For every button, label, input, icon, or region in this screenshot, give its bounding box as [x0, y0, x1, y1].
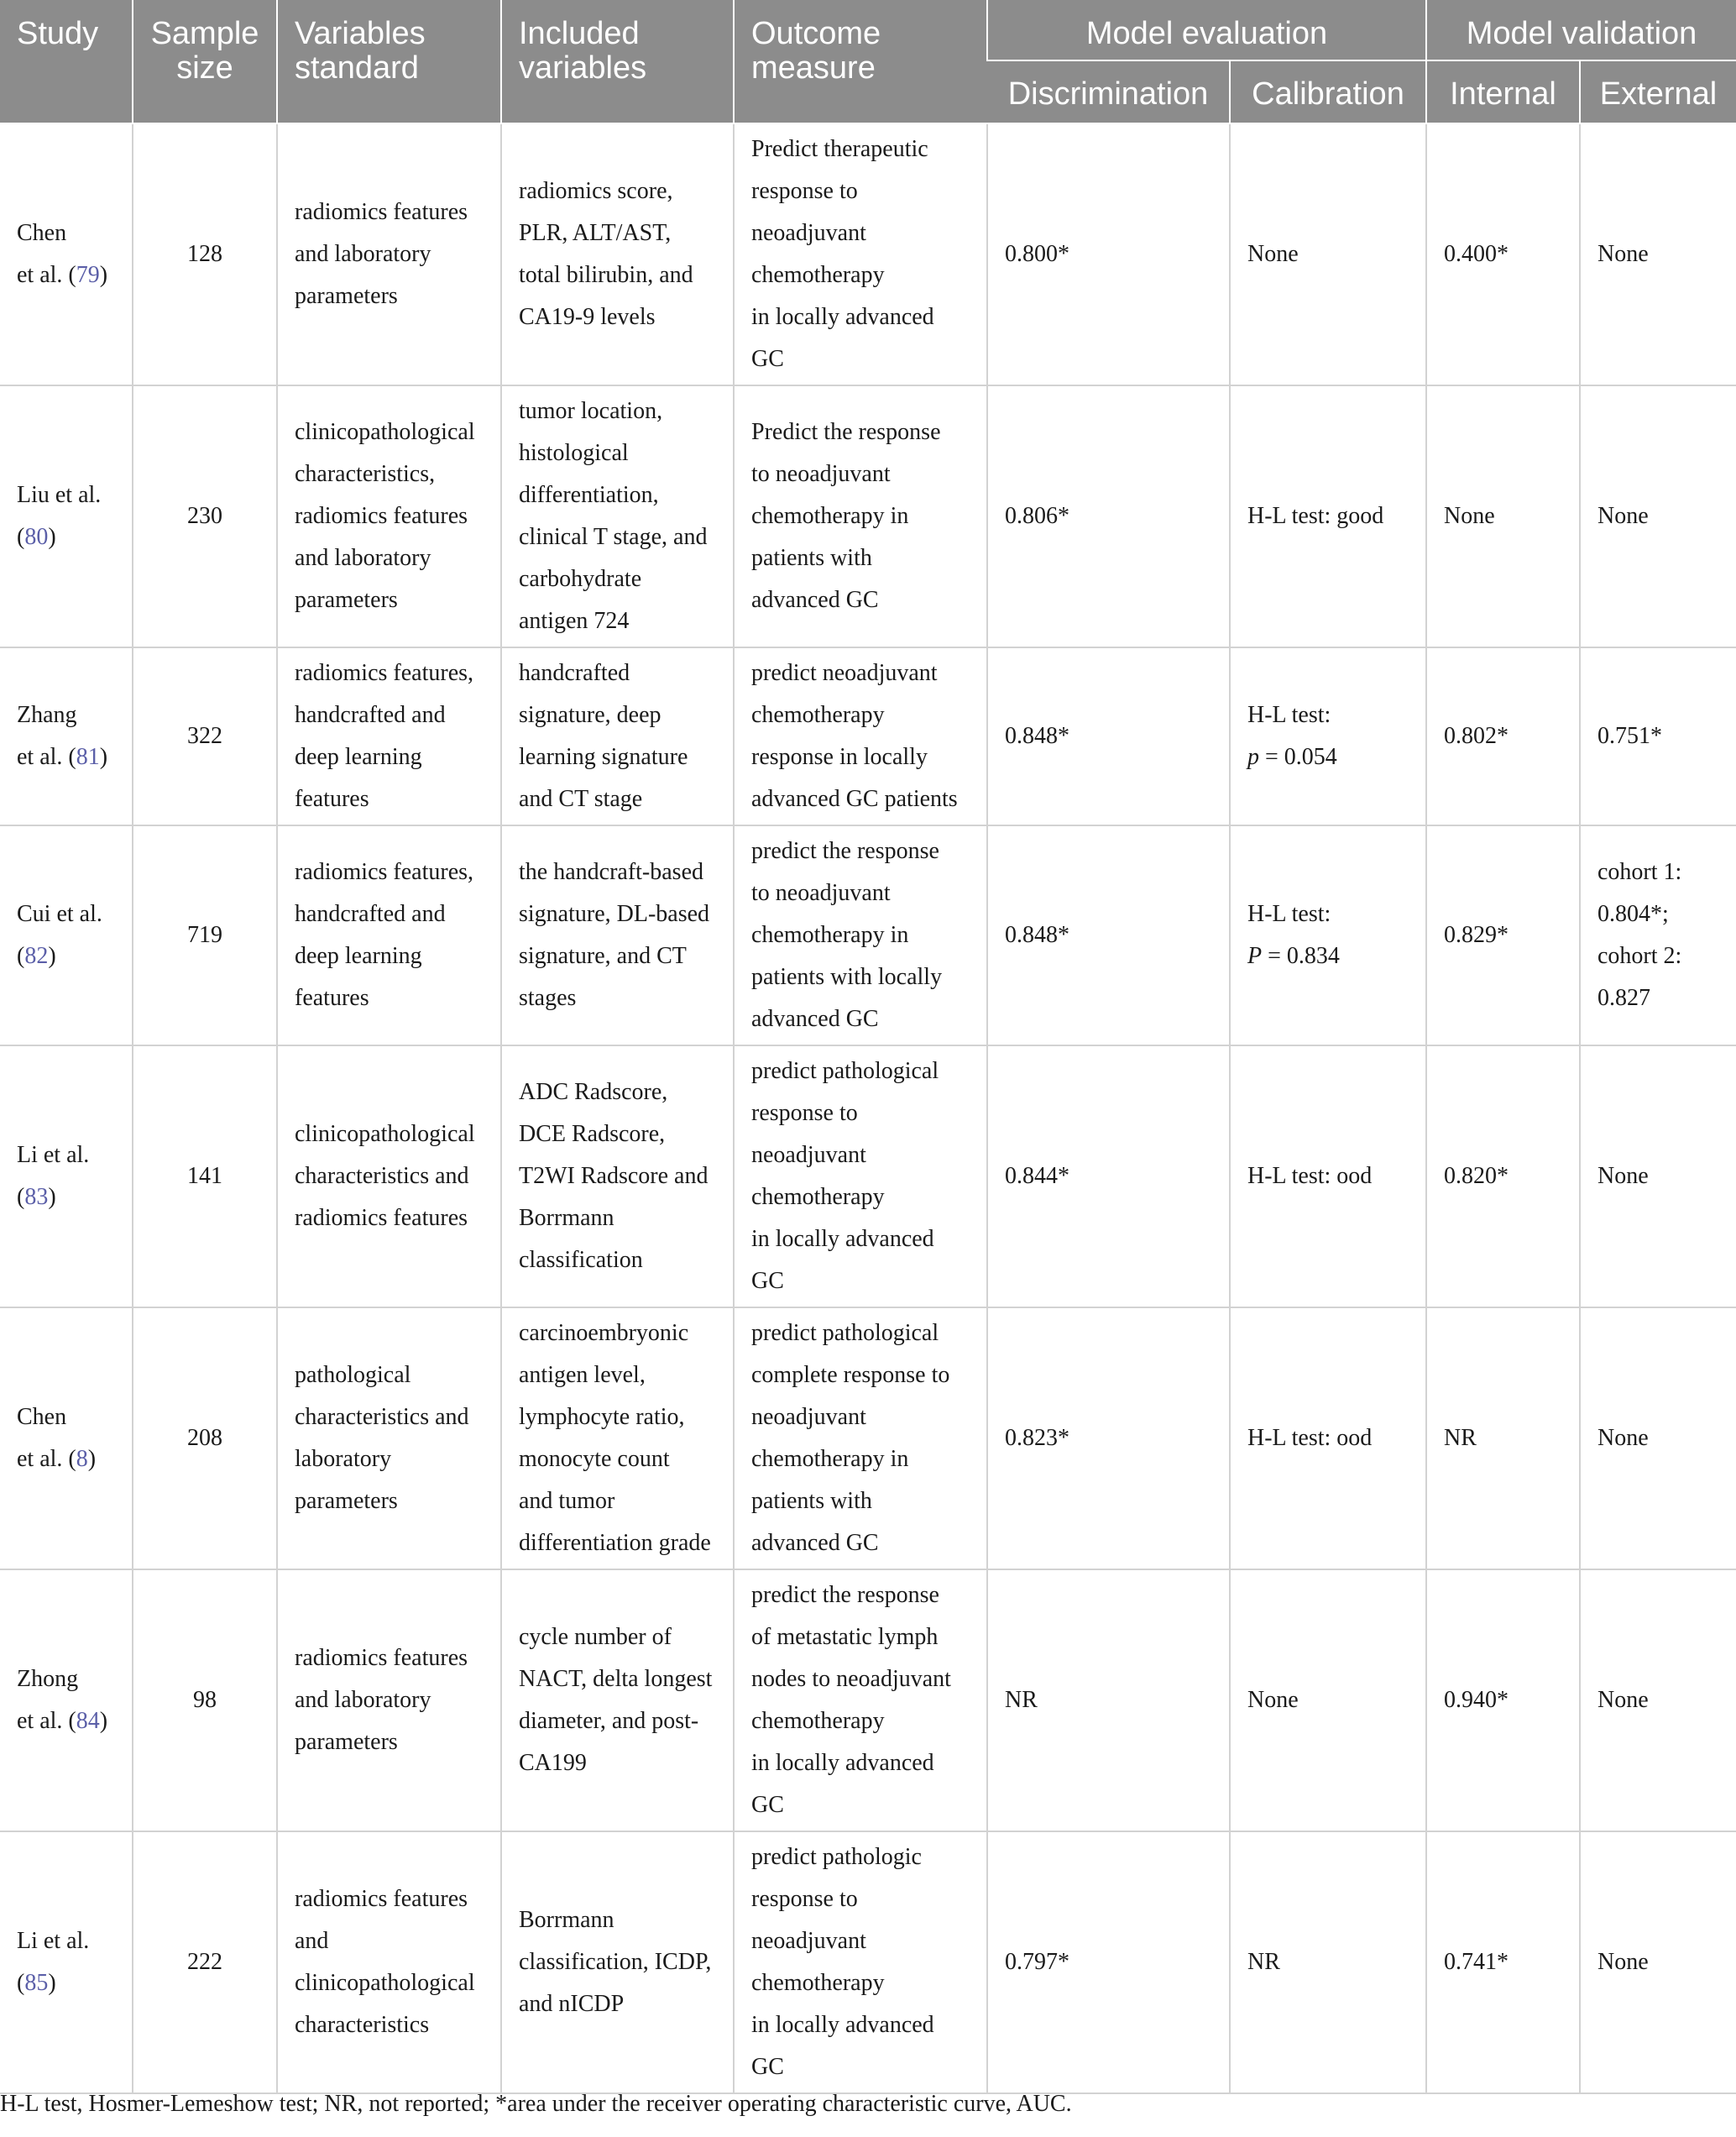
outcome-measure-cell: predict pathological complete response to neoadjuvant chemotherapy in patients with advanced GC: [734, 1307, 987, 1569]
internal-validation-cell: 0.400*: [1426, 123, 1580, 385]
discrimination-cell: NR: [987, 1569, 1230, 1831]
header-discrimination: Discrimination: [987, 60, 1230, 123]
table-footnote: H-L test, Hosmer-Lemeshow test; NR, not reported; *area under the receiver operating characteristic curve, AUC.: [0, 2091, 1072, 2117]
table-row: [0, 1569, 1736, 1831]
calibration-cell: H-L test: ood: [1230, 1307, 1426, 1569]
reference-link[interactable]: 79: [76, 262, 100, 288]
outcome-measure-cell: predict pathological response to neoadjuvant chemotherapy in locally advanced GC: [734, 1045, 987, 1307]
outcome-measure-cell: Predict the response to neoadjuvant chemotherapy in patients with advanced GC: [734, 385, 987, 647]
reference-link[interactable]: 81: [76, 744, 100, 770]
calibration-cell: None: [1230, 1569, 1426, 1831]
study-cell: Liu et al. (80): [0, 385, 133, 647]
external-validation-cell: cohort 1: 0.804*; cohort 2: 0.827: [1580, 825, 1736, 1045]
table-row: [0, 1831, 1736, 2093]
sample-size-cell: 141: [133, 1045, 277, 1307]
calibration-cell: H-L test: p = 0.054: [1230, 647, 1426, 825]
discrimination-cell: 0.806*: [987, 385, 1230, 647]
included-variables-cell: Borrmann classification, ICDP, and nICDP: [501, 1831, 734, 2093]
internal-validation-cell: None: [1426, 385, 1580, 647]
internal-validation-cell: 0.741*: [1426, 1831, 1580, 2093]
included-variables-cell: tumor location, histological differentiation, clinical T stage, and carbohydrate antigen 724: [501, 385, 734, 647]
sample-size-cell: 322: [133, 647, 277, 825]
calibration-cell: H-L test: P = 0.834: [1230, 825, 1426, 1045]
calibration-cell: H-L test: good: [1230, 385, 1426, 647]
internal-validation-cell: NR: [1426, 1307, 1580, 1569]
study-cell: Li et al. (83): [0, 1045, 133, 1307]
variables-standard-cell: clinicopathological characteristics, radiomics features and laboratory parameters: [277, 385, 501, 647]
external-validation-cell: None: [1580, 123, 1736, 385]
header-calibration: Calibration: [1230, 60, 1426, 123]
sample-size-cell: 222: [133, 1831, 277, 2093]
calibration-cell: H-L test: ood: [1230, 1045, 1426, 1307]
table-row: [0, 1307, 1736, 1569]
discrimination-cell: 0.823*: [987, 1307, 1230, 1569]
sample-size-cell: 98: [133, 1569, 277, 1831]
included-variables-cell: the handcraft-based signature, DL-based signature, and CT stages: [501, 825, 734, 1045]
header-sample-size: Sample size: [133, 0, 277, 123]
reference-link[interactable]: 83: [24, 1184, 49, 1210]
included-variables-cell: handcrafted signature, deep learning signature and CT stage: [501, 647, 734, 825]
study-cell: Chen et al. (8): [0, 1307, 133, 1569]
variables-standard-cell: radiomics features and laboratory parameters: [277, 1569, 501, 1831]
sample-size-cell: 230: [133, 385, 277, 647]
table-row: [0, 385, 1736, 647]
discrimination-cell: 0.848*: [987, 825, 1230, 1045]
sample-size-cell: 208: [133, 1307, 277, 1569]
variables-standard-cell: radiomics features and laboratory parameters: [277, 123, 501, 385]
table-row: [0, 825, 1736, 1045]
header-internal: Internal: [1426, 60, 1580, 123]
outcome-measure-cell: predict the response to neoadjuvant chemotherapy in patients with locally advanced GC: [734, 825, 987, 1045]
sample-size-cell: 128: [133, 123, 277, 385]
external-validation-cell: None: [1580, 385, 1736, 647]
internal-validation-cell: 0.940*: [1426, 1569, 1580, 1831]
outcome-measure-cell: Predict therapeutic response to neoadjuvant chemotherapy in locally advanced GC: [734, 123, 987, 385]
discrimination-cell: 0.848*: [987, 647, 1230, 825]
discrimination-cell: 0.797*: [987, 1831, 1230, 2093]
header-outcome-measure: Outcome measure: [734, 0, 987, 123]
internal-validation-cell: 0.802*: [1426, 647, 1580, 825]
reference-link[interactable]: 84: [76, 1708, 100, 1734]
variables-standard-cell: radiomics features, handcrafted and deep learning features: [277, 647, 501, 825]
included-variables-cell: carcinoembryonic antigen level, lymphocyte ratio, monocyte count and tumor differentiation grade: [501, 1307, 734, 1569]
table-row: [0, 647, 1736, 825]
internal-validation-cell: 0.829*: [1426, 825, 1580, 1045]
reference-link[interactable]: 85: [24, 1970, 49, 1996]
header-model-evaluation: Model evaluation: [987, 0, 1426, 60]
header-external: External: [1580, 60, 1736, 123]
outcome-measure-cell: predict the response of metastatic lymph nodes to neoadjuvant chemotherapy in locally advanced GC: [734, 1569, 987, 1831]
study-cell: Zhang et al. (81): [0, 647, 133, 825]
variables-standard-cell: clinicopathological characteristics and radiomics features: [277, 1045, 501, 1307]
calibration-cell: NR: [1230, 1831, 1426, 2093]
reference-link[interactable]: 8: [76, 1446, 88, 1472]
study-cell: Cui et al. (82): [0, 825, 133, 1045]
header-variables-standard: Variables standard: [277, 0, 501, 123]
reference-link[interactable]: 80: [24, 524, 49, 550]
internal-validation-cell: 0.820*: [1426, 1045, 1580, 1307]
study-cell: Li et al. (85): [0, 1831, 133, 2093]
calibration-cell: None: [1230, 123, 1426, 385]
reference-link[interactable]: 82: [24, 943, 49, 969]
external-validation-cell: None: [1580, 1569, 1736, 1831]
study-cell: Zhong et al. (84): [0, 1569, 133, 1831]
external-validation-cell: 0.751*: [1580, 647, 1736, 825]
included-variables-cell: cycle number of NACT, delta longest diameter, and post- CA199: [501, 1569, 734, 1831]
outcome-measure-cell: predict neoadjuvant chemotherapy response in locally advanced GC patients: [734, 647, 987, 825]
variables-standard-cell: radiomics features and clinicopathological characteristics: [277, 1831, 501, 2093]
discrimination-cell: 0.800*: [987, 123, 1230, 385]
external-validation-cell: None: [1580, 1831, 1736, 2093]
external-validation-cell: None: [1580, 1307, 1736, 1569]
study-cell: Chen et al. (79): [0, 123, 133, 385]
external-validation-cell: None: [1580, 1045, 1736, 1307]
header-included-variables: Included variables: [501, 0, 734, 123]
variables-standard-cell: pathological characteristics and laboratory parameters: [277, 1307, 501, 1569]
sample-size-cell: 719: [133, 825, 277, 1045]
outcome-measure-cell: predict pathologic response to neoadjuvant chemotherapy in locally advanced GC: [734, 1831, 987, 2093]
included-variables-cell: ADC Radscore, DCE Radscore, T2WI Radscore and Borrmann classification: [501, 1045, 734, 1307]
discrimination-cell: 0.844*: [987, 1045, 1230, 1307]
header-study: Study: [0, 0, 133, 123]
included-variables-cell: radiomics score, PLR, ALT/AST, total bilirubin, and CA19-9 levels: [501, 123, 734, 385]
table-row: [0, 1045, 1736, 1307]
header-model-validation: Model validation: [1426, 0, 1736, 60]
table-row: [0, 123, 1736, 385]
variables-standard-cell: radiomics features, handcrafted and deep learning features: [277, 825, 501, 1045]
